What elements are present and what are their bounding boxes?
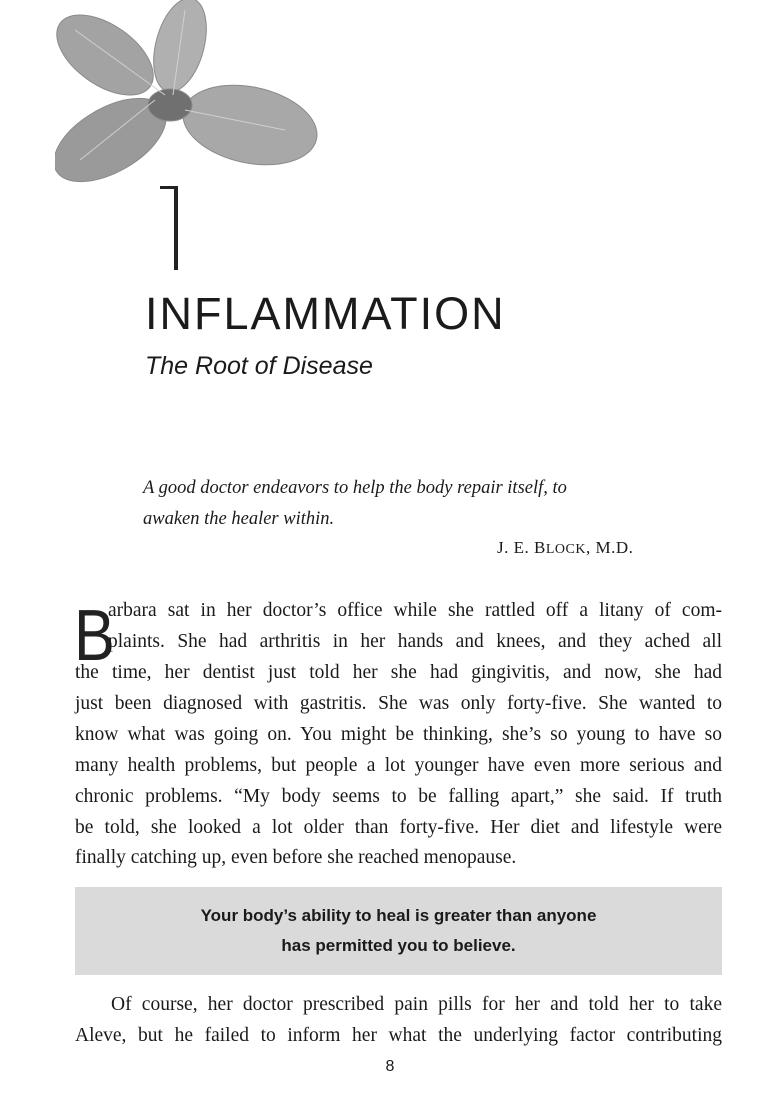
body-line: chronic problems. “My body seems to be falling apart,” she said. If truth: [75, 786, 722, 807]
attribution-smallcaps: LOCK: [545, 542, 586, 557]
body-line: many health problems, but people a lot younger have even more serious and: [75, 755, 722, 776]
epigraph-line: awaken the healer within.: [143, 509, 335, 529]
attribution-prefix: J. E. B: [497, 538, 546, 557]
callout-line: Your body’s ability to heal is greater than anyone: [200, 906, 597, 925]
chapter-subtitle: The Root of Disease: [145, 352, 373, 380]
chapter-number: [174, 186, 178, 270]
epigraph-attribution: [497, 538, 633, 558]
body-line: Of course, her doctor prescribed pain pills for her and told her to take: [111, 994, 722, 1015]
body-line: plaints. She had arthritis in her hands and knees, and they ached all: [108, 631, 722, 652]
callout-box: [75, 887, 722, 975]
body-line: Aleve, but he failed to inform her what the underlying factor contributing: [75, 1025, 722, 1046]
body-line: finally catching up, even before she reached menopause.: [75, 847, 517, 868]
page-number: 8: [385, 1058, 395, 1075]
body-line: the time, her dentist just told her she had gingivitis, and now, she had: [75, 662, 722, 683]
mint-leaf-illustration: [55, 0, 325, 185]
drop-cap: B: [74, 596, 115, 676]
epigraph-line: A good doctor endeavors to help the body repair itself, to: [143, 478, 567, 498]
body-line: just been diagnosed with gastritis. She was only forty-five. She wanted to: [75, 693, 722, 714]
body-line: arbara sat in her doctor’s office while she rattled off a litany of com-: [108, 600, 722, 621]
chapter-title: INFLAMMATION: [145, 288, 506, 339]
body-line: know what was going on. You might be thinking, she’s so young to have so: [75, 724, 722, 745]
callout-line: has permitted you to believe.: [281, 936, 516, 955]
body-line: be told, she looked a lot older than forty-five. Her diet and lifestyle were: [75, 817, 722, 838]
attribution-suffix: , M.D.: [585, 538, 634, 557]
